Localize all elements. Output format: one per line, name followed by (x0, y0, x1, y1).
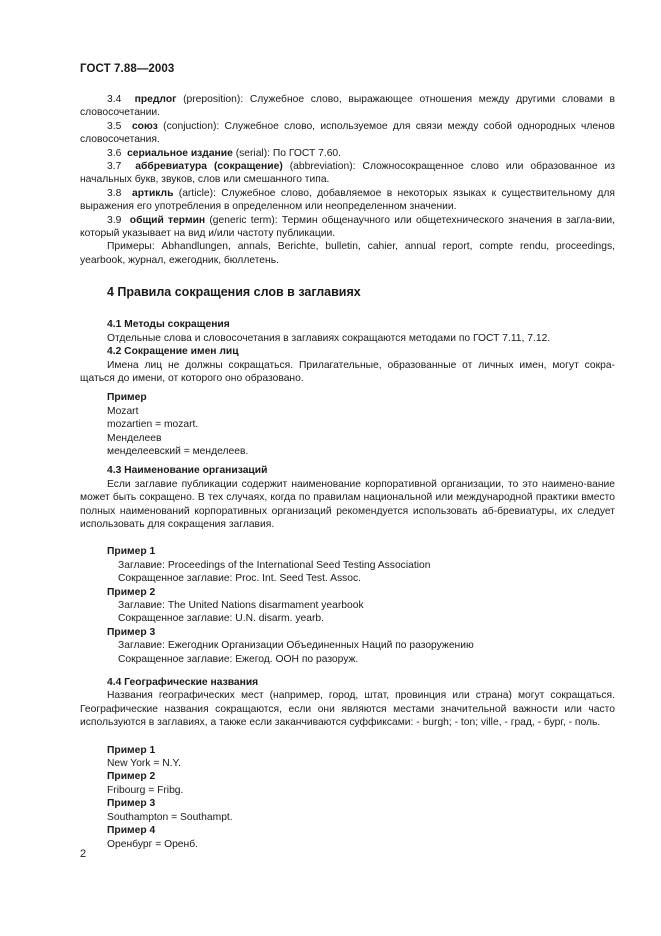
definition-3-7: 3.7 аббревиатура (сокращение) (abbreviation): Сложносокращенное слово или образованное из начальных букв, звуков, слов или смешанного типа. (80, 161, 615, 186)
example-short-title: Сокращенное заглавие: U.N. disarm. yearb. (118, 613, 324, 625)
example-label: Пример 1 (107, 546, 156, 558)
definition-3-8: 3.8 артикль (article): Служебное слово, добавляемое в некоторых языках к существительному для выражения его употребления в определенном или неопределенном значении. (80, 187, 615, 213)
heading-4-4: 4.4 Географические названия (107, 677, 259, 689)
heading-4-2: 4.2 Сокращение имен лиц (107, 346, 239, 358)
example-line: Mozart (107, 405, 139, 417)
example-label: Пример 2 (107, 586, 156, 598)
example-line: менделеевский = менделеев. (107, 445, 249, 457)
page-body (80, 93, 615, 851)
example-value: Southampton = Southampt. (107, 811, 233, 823)
example-short-title: Сокращенное заглавие: Ежегод. ООН по разоруж. (118, 653, 359, 665)
example-value: New York = N.Y. (107, 758, 181, 770)
paragraph-4-2: Имена лиц не должны сокращаться. Прилагательные, образованные от личных имен, могут сокра-щаться до имени, от которого оно образовано. (80, 359, 615, 384)
example-label: Пример 3 (107, 626, 156, 638)
section-4-heading: 4 Правила сокращения слов в заглавиях (107, 285, 361, 300)
example-line: mozartien = mozart. (107, 419, 199, 431)
paragraph-4-4: Названия географических мест (например, город, штат, провинция или страна) могут сокращаться. Географические названия сокращаются, если они являются местами значительной важности или часто используются в заглавиях, а также если заканчиваются суффиксами: - burgh; - ton; ville, - град, - бург, - поль. (80, 690, 615, 729)
heading-4-1: 4.1 Методы сокращения (107, 319, 230, 331)
example-label: Пример 3 (107, 798, 156, 810)
examples-paragraph: Примеры: Abhandlungen, annals, Berichte, bulletin, cahier, annual report, compte rendu, proceedings, yearbook, журнал, ежегодник, бюллетень. (80, 241, 615, 266)
paragraph-4-3: Если заглавие публикации содержит наименование корпоративной организации, то это наимено-вание может быть сокращено. В тех случаях, когда по правилам национальной или международной практики вместо полных наименований корпоративных организаций рекомендуется использовать аб-бревиатуры, их следует использовать для сокращения заглавия. (80, 478, 615, 530)
running-header: ГОСТ 7.88—2003 (80, 63, 175, 75)
example-title: Заглавие: The United Nations disarmament yearbook (118, 600, 364, 611)
definition-3-6: 3.6 сериальное издание (serial): По ГОСТ 7.60. (107, 147, 342, 159)
page-number: 2 (80, 848, 87, 860)
example-value: Оренбург = Оренб. (107, 838, 198, 850)
definition-3-9: 3.9 общий термин (generic term): Термин общенаучного или общетехнического значения в загла-вии, который указывает на вид и/или частоту публикации. (80, 214, 615, 240)
example-line: Менделеев (107, 432, 162, 444)
paragraph-4-1: Отдельные слова и словосочетания в заглавиях сокращаются методами по ГОСТ 7.11, 7.12. (107, 332, 551, 344)
example-label: Пример 4 (107, 825, 156, 837)
example-label: Пример (107, 392, 147, 404)
definition-3-5: 3.5 союз (conjuction): Служебное слово, используемое для связи между собой однородных членов словосочетания. (80, 120, 615, 146)
example-short-title: Сокращенное заглавие: Proc. Int. Seed Test. Assoc. (118, 573, 361, 585)
example-value: Fribourg = Fribg. (107, 784, 184, 796)
definition-3-4: 3.4 предлог (preposition): Служебное слово, выражающее отношения между другими словами в словосочетании. (80, 94, 615, 119)
example-label: Пример 2 (107, 771, 156, 783)
example-title: Заглавие: Proceedings of the International Seed Testing Association (118, 559, 431, 571)
heading-4-3: 4.3 Наименование организаций (107, 465, 268, 477)
example-title: Заглавие: Ежегодник Организации Объединенных Наций по разоружению (118, 640, 474, 652)
example-label: Пример 1 (107, 744, 156, 756)
